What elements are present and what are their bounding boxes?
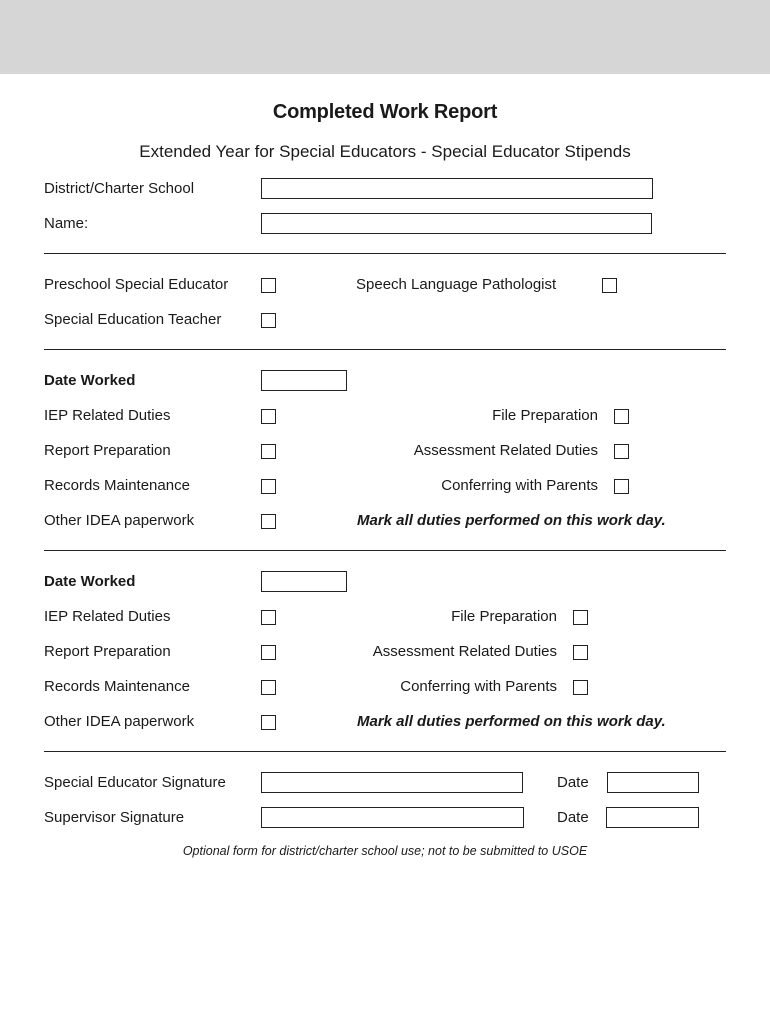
- duty-label: IEP Related Duties: [44, 407, 171, 424]
- duty-label: Conferring with Parents: [400, 678, 557, 695]
- educator-date-label: Date: [557, 774, 589, 791]
- educator-signature-input[interactable]: [261, 772, 523, 793]
- date-worked-label: Date Worked: [44, 372, 136, 389]
- duty-checkbox[interactable]: [261, 610, 276, 625]
- duty-label: Assessment Related Duties: [372, 643, 557, 660]
- district-label: District/Charter School: [44, 180, 195, 197]
- duty-label: File Preparation: [451, 608, 557, 625]
- role-speech-label: Speech Language Pathologist: [356, 276, 557, 293]
- duty-label: Other IDEA paperwork: [44, 713, 195, 730]
- duty-checkbox[interactable]: [261, 680, 276, 695]
- page-subtitle: Extended Year for Special Educators - Special Educator Stipends: [139, 142, 631, 161]
- duty-checkbox[interactable]: [261, 514, 276, 529]
- supervisor-signature-label: Supervisor Signature: [44, 809, 185, 826]
- duty-label: File Preparation: [492, 407, 598, 424]
- duty-label: Assessment Related Duties: [413, 442, 598, 459]
- role-teacher-label: Special Education Teacher: [44, 311, 222, 328]
- divider: [44, 349, 726, 350]
- date-worked-input[interactable]: [261, 571, 347, 592]
- role-preschool-label: Preschool Special Educator: [44, 276, 229, 293]
- duty-checkbox[interactable]: [614, 409, 629, 424]
- duty-label: Records Maintenance: [44, 477, 190, 494]
- duty-checkbox[interactable]: [261, 645, 276, 660]
- duty-label: IEP Related Duties: [44, 608, 171, 625]
- supervisor-signature-input[interactable]: [261, 807, 524, 828]
- duties-note: Mark all duties performed on this work day.: [357, 512, 666, 529]
- role-preschool-checkbox[interactable]: [261, 278, 276, 293]
- date-worked-label: Date Worked: [44, 573, 136, 590]
- duty-checkbox[interactable]: [261, 715, 276, 730]
- duty-label: Records Maintenance: [44, 678, 190, 695]
- supervisor-date-label: Date: [557, 809, 589, 826]
- educator-signature-label: Special Educator Signature: [44, 774, 226, 791]
- page-title: Completed Work Report: [272, 101, 498, 123]
- duty-checkbox[interactable]: [573, 645, 588, 660]
- supervisor-date-input[interactable]: [606, 807, 699, 828]
- duties-note: Mark all duties performed on this work day.: [357, 713, 666, 730]
- educator-date-input[interactable]: [607, 772, 699, 793]
- duty-checkbox[interactable]: [573, 680, 588, 695]
- footer-note: Optional form for district/charter school use; not to be submitted to USOE: [182, 844, 588, 858]
- name-label: Name:: [44, 215, 89, 232]
- duty-label: Report Preparation: [44, 442, 171, 459]
- duty-checkbox[interactable]: [261, 409, 276, 424]
- duty-checkbox[interactable]: [614, 444, 629, 459]
- top-toolbar-area: [0, 0, 770, 74]
- duty-label: Conferring with Parents: [441, 477, 598, 494]
- district-input[interactable]: [261, 178, 653, 199]
- duty-checkbox[interactable]: [614, 479, 629, 494]
- name-input[interactable]: [261, 213, 652, 234]
- duty-checkbox[interactable]: [573, 610, 588, 625]
- duty-label: Report Preparation: [44, 643, 171, 660]
- duty-checkbox[interactable]: [261, 479, 276, 494]
- divider: [44, 550, 726, 551]
- duty-checkbox[interactable]: [261, 444, 276, 459]
- duty-label: Other IDEA paperwork: [44, 512, 195, 529]
- divider: [44, 253, 726, 254]
- divider: [44, 751, 726, 752]
- date-worked-input[interactable]: [261, 370, 347, 391]
- role-teacher-checkbox[interactable]: [261, 313, 276, 328]
- role-speech-checkbox[interactable]: [602, 278, 617, 293]
